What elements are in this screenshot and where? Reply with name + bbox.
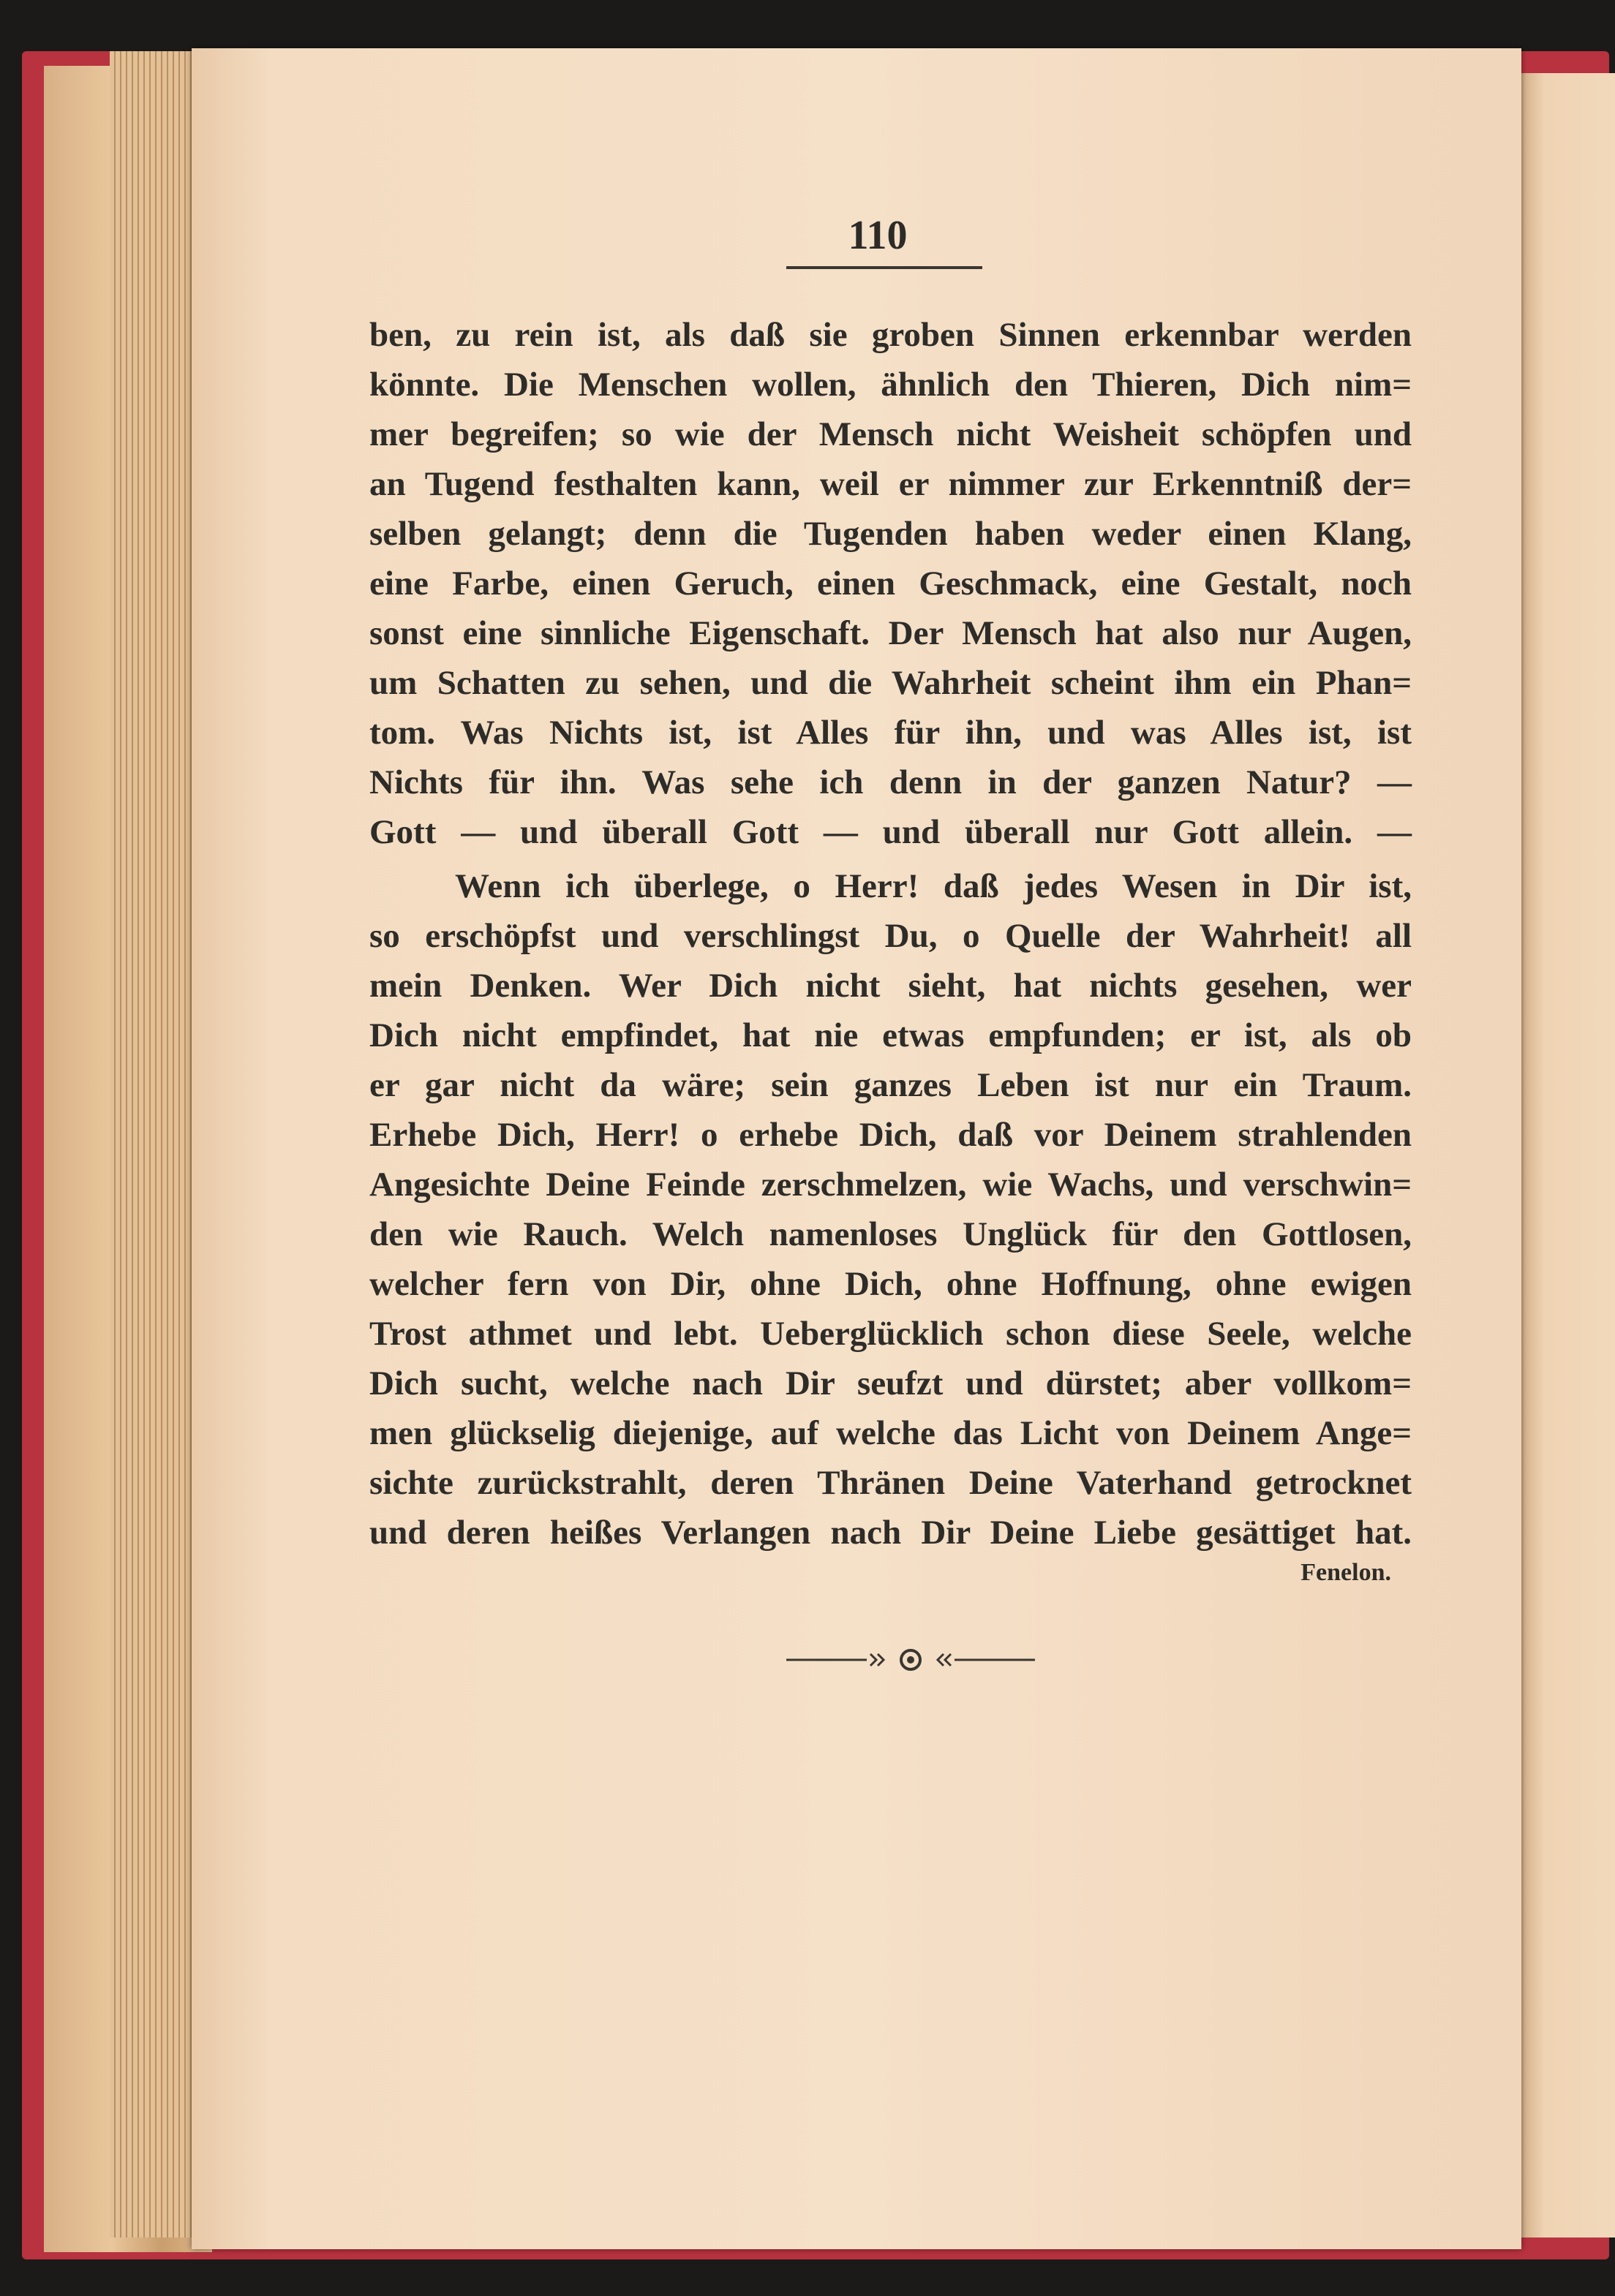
text-line: und deren heißes Verlangen nach Dir Deine Liebe gesättiget hat. xyxy=(369,1514,1412,1552)
text-line: eine Farbe, einen Geruch, einen Geschmack, eine Gestalt, noch xyxy=(369,564,1412,603)
text-line: Dich nicht empfindet, hat nie etwas empfunden; er ist, als ob xyxy=(369,1016,1412,1054)
text-line: könnte. Die Menschen wollen, ähnlich den Thieren, Dich nim= xyxy=(369,366,1412,404)
text-line: den wie Rauch. Welch namenloses Unglück für den Gottlosen, xyxy=(369,1215,1412,1253)
text-line: welcher fern von Dir, ohne Dich, ohne Hoffnung, ohne ewigen xyxy=(369,1265,1412,1303)
text-line: um Schatten zu sehen, und die Wahrheit scheint ihm ein Phan= xyxy=(369,664,1412,702)
text-line: Trost athmet und lebt. Ueberglücklich schon diese Seele, welche xyxy=(369,1315,1412,1353)
text-line: Nichts für ihn. Was sehe ich denn in der ganzen Natur? — xyxy=(369,763,1412,801)
text-line: sonst eine sinnliche Eigenschaft. Der Mensch hat also nur Augen, xyxy=(369,614,1412,652)
text-line: mein Denken. Wer Dich nicht sieht, hat nichts gesehen, wer xyxy=(369,967,1412,1005)
page-number: 110 xyxy=(848,213,908,258)
text-line: men glückselig diejenige, auf welche das Licht von Deinem Ange= xyxy=(369,1414,1412,1452)
text-line: Erhebe Dich, Herr! o erhebe Dich, daß vor Deinem strahlenden xyxy=(369,1116,1412,1154)
header-rule xyxy=(786,266,982,269)
ornament-divider-icon xyxy=(786,1645,1035,1674)
text-line: an Tugend festhalten kann, weil er nimmer zur Erkenntniß der= xyxy=(369,465,1412,503)
text-line: Gott — und überall Gott — und überall nur Gott allein. — xyxy=(369,813,1412,851)
text-line: Angesichte Deine Feinde zerschmelzen, wie Wachs, und verschwin= xyxy=(369,1166,1412,1204)
text-line: Dich sucht, welche nach Dir seufzt und dürstet; aber vollkom= xyxy=(369,1364,1412,1402)
text-line: sichte zurückstrahlt, deren Thränen Deine Vaterhand getrocknet xyxy=(369,1464,1412,1502)
author-attribution: Fenelon. xyxy=(1300,1559,1391,1586)
text-line: mer begreifen; so wie der Mensch nicht Weisheit schöpfen und xyxy=(369,415,1412,453)
text-line: selben gelangt; denn die Tugenden haben weder einen Klang, xyxy=(369,515,1412,553)
text-line: Wenn ich überlege, o Herr! daß jedes Wesen in Dir ist, xyxy=(455,867,1412,905)
text-line: ben, zu rein ist, als daß sie groben Sinnen erkennbar werden xyxy=(369,316,1412,354)
facing-page-edge xyxy=(1514,73,1615,2238)
text-line: er gar nicht da wäre; sein ganzes Leben ist nur ein Traum. xyxy=(369,1066,1412,1104)
text-line: so erschöpfst und verschlingst Du, o Quelle der Wahrheit! all xyxy=(369,917,1412,955)
text-line: tom. Was Nichts ist, ist Alles für ihn, und was Alles ist, ist xyxy=(369,714,1412,752)
